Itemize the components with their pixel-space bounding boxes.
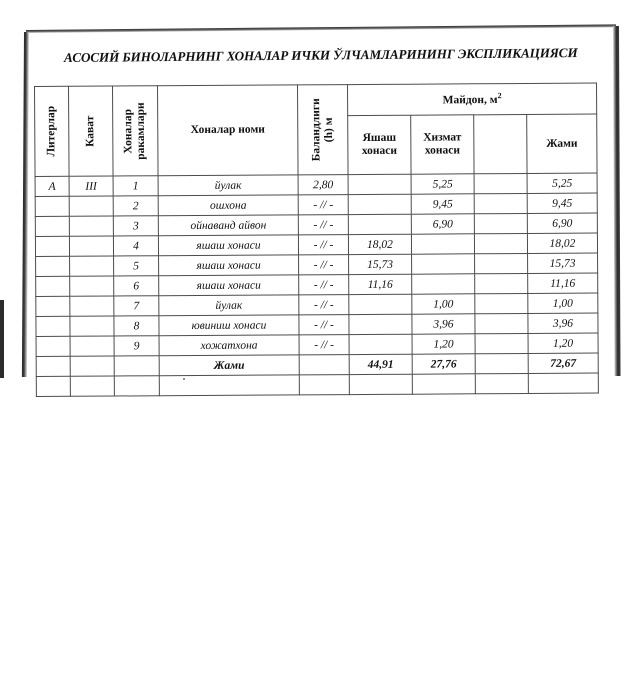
cell-total-area: 3,96	[528, 313, 598, 333]
cell-room-name: яшаш хонаси	[159, 275, 299, 296]
cell-blank	[36, 376, 70, 396]
cell-room-number: 9	[114, 336, 159, 356]
cell-room-name: хожатхона	[159, 335, 299, 356]
cell-total-area: 5,25	[527, 173, 597, 193]
cell-floor	[70, 256, 114, 276]
cell-blank	[159, 375, 299, 396]
column-header-living-room: Яшаш хонаси	[348, 115, 411, 174]
column-header-total: Жами	[527, 114, 597, 173]
cell-extra-area	[474, 233, 527, 253]
explication-table	[34, 83, 599, 397]
cell-liter	[35, 196, 69, 216]
cell-blank	[114, 376, 159, 396]
cell-floor	[69, 216, 113, 236]
cell-floor	[69, 236, 113, 256]
cell-room-number: 8	[114, 316, 159, 336]
cell-liter	[36, 336, 70, 356]
cell-total-area: 6,90	[527, 213, 597, 233]
cell-living-area	[349, 334, 412, 354]
page-title: АСОСИЙ БИНОЛАРНИНГ ХОНАЛАР ИЧКИ ЎЛЧАМЛАРИНИНГ ЭКСПЛИКАЦИЯСИ	[63, 45, 578, 65]
cell-total-area: 9,45	[527, 193, 597, 213]
cell-room-number: 4	[113, 236, 158, 256]
scan-edge-left-lower-artifact	[0, 300, 4, 378]
column-header-area-unit-exponent: 2	[497, 90, 502, 100]
cell-extra-area	[474, 213, 527, 233]
explication-table-container	[34, 83, 598, 397]
cell-room-number: 1	[113, 176, 158, 196]
cell-room-number: 7	[114, 296, 159, 316]
column-header-service-room: Хизмат хонаси	[411, 115, 474, 174]
column-header-floor-label: Кават	[84, 115, 97, 147]
cell-service-area	[412, 274, 475, 294]
cell-height: - // -	[299, 275, 349, 295]
cell-extra-area	[475, 333, 528, 353]
cell-total-area: 1,20	[528, 333, 598, 353]
cell-liter	[35, 236, 69, 256]
cell-room-name: ошхона	[158, 195, 298, 216]
column-header-height	[297, 85, 348, 175]
cell-floor	[70, 356, 114, 376]
cell-floor	[70, 296, 114, 316]
cell-liter	[36, 256, 70, 276]
table-header	[35, 83, 598, 176]
cell-liter	[36, 276, 70, 296]
total-row-label: Жами	[159, 355, 299, 376]
cell-living-area: 18,02	[348, 234, 411, 254]
cell-living-area	[349, 314, 412, 334]
cell-room-number: 5	[114, 256, 159, 276]
cell-floor	[70, 316, 114, 336]
cell-service-area: 5,25	[411, 174, 474, 194]
table-body	[35, 173, 598, 396]
cell-service-area	[411, 234, 474, 254]
cell-room-number: 2	[113, 196, 158, 216]
cell-height	[299, 355, 349, 375]
column-header-liter	[35, 86, 70, 176]
cell-living-area	[348, 194, 411, 214]
cell-room-number	[114, 356, 159, 376]
cell-total-area: 11,16	[528, 273, 598, 293]
cell-height: 2,80	[298, 175, 348, 195]
cell-living-area: 11,16	[349, 274, 412, 294]
cell-room-name: яшаш хонаси	[158, 235, 298, 256]
cell-floor: III	[69, 176, 113, 196]
cell-height: - // -	[299, 315, 349, 335]
cell-service-area: 1,00	[412, 294, 475, 314]
cell-total-area-total: 72,67	[528, 353, 598, 373]
cell-liter	[35, 216, 69, 236]
cell-total-area: 18,02	[527, 233, 597, 253]
cell-room-name: ювиниш хонаси	[159, 315, 299, 336]
table-blank-row	[36, 373, 598, 396]
cell-extra-area	[475, 253, 528, 273]
cell-floor	[70, 336, 114, 356]
cell-living-area	[349, 294, 412, 314]
cell-total-area: 15,73	[528, 253, 598, 273]
scan-edge-right-artifact	[613, 26, 621, 376]
column-header-height-label: Баландлиги (h) м	[309, 98, 335, 162]
column-header-liter-label: Литерлар	[45, 106, 58, 157]
cell-height: - // -	[299, 335, 349, 355]
cell-total-area: 1,00	[528, 293, 598, 313]
cell-blank	[528, 373, 598, 393]
cell-extra-area	[474, 193, 527, 213]
cell-height: - // -	[298, 195, 348, 215]
cell-liter: А	[35, 176, 69, 196]
column-header-room-number	[113, 86, 159, 176]
column-header-area-group-label: Майдон, м	[442, 93, 498, 106]
cell-floor	[70, 276, 114, 296]
cell-extra-area-total	[475, 353, 528, 373]
cell-living-area: 15,73	[349, 254, 412, 274]
cell-service-area: 9,45	[411, 194, 474, 214]
cell-blank	[299, 375, 349, 395]
cell-room-number: 3	[113, 216, 158, 236]
column-header-room-name-label: Хоналар номи	[190, 123, 265, 137]
cell-height: - // -	[299, 295, 349, 315]
cell-room-name: йулак	[158, 175, 298, 196]
cell-service-area: 6,90	[411, 214, 474, 234]
cell-living-area	[348, 174, 411, 194]
cell-service-area: 3,96	[412, 314, 475, 334]
cell-liter	[36, 316, 70, 336]
cell-service-area	[412, 254, 475, 274]
cell-blank	[475, 373, 528, 393]
cell-extra-area	[475, 293, 528, 313]
scan-edge-left-artifact	[22, 32, 29, 377]
cell-blank	[349, 374, 412, 394]
cell-floor	[69, 196, 113, 216]
cell-liter	[36, 296, 70, 316]
cell-room-name: ойнаванд айвон	[158, 215, 298, 236]
cell-height: - // -	[299, 255, 349, 275]
cell-liter	[36, 356, 70, 376]
cell-height: - // -	[298, 235, 348, 255]
scan-speck-artifact	[183, 378, 185, 380]
cell-extra-area	[475, 313, 528, 333]
cell-living-area-total: 44,91	[349, 354, 412, 374]
cell-service-area-total: 27,76	[412, 354, 475, 374]
cell-service-area: 1,20	[412, 334, 475, 354]
column-header-extra	[474, 114, 527, 173]
cell-room-name: йулак	[159, 295, 299, 316]
cell-room-name: яшаш хонаси	[159, 255, 299, 276]
cell-blank	[412, 374, 475, 394]
scan-edge-top-artifact	[26, 24, 616, 33]
cell-blank	[70, 376, 114, 396]
column-header-area-group	[347, 83, 596, 116]
column-header-floor	[69, 86, 114, 176]
cell-living-area	[348, 214, 411, 234]
cell-extra-area	[474, 173, 527, 193]
column-header-room-name	[158, 85, 299, 176]
cell-extra-area	[475, 273, 528, 293]
column-header-room-number-label: Хоналар ракамлари	[122, 102, 148, 160]
cell-height: - // -	[298, 215, 348, 235]
cell-room-number: 6	[114, 276, 159, 296]
